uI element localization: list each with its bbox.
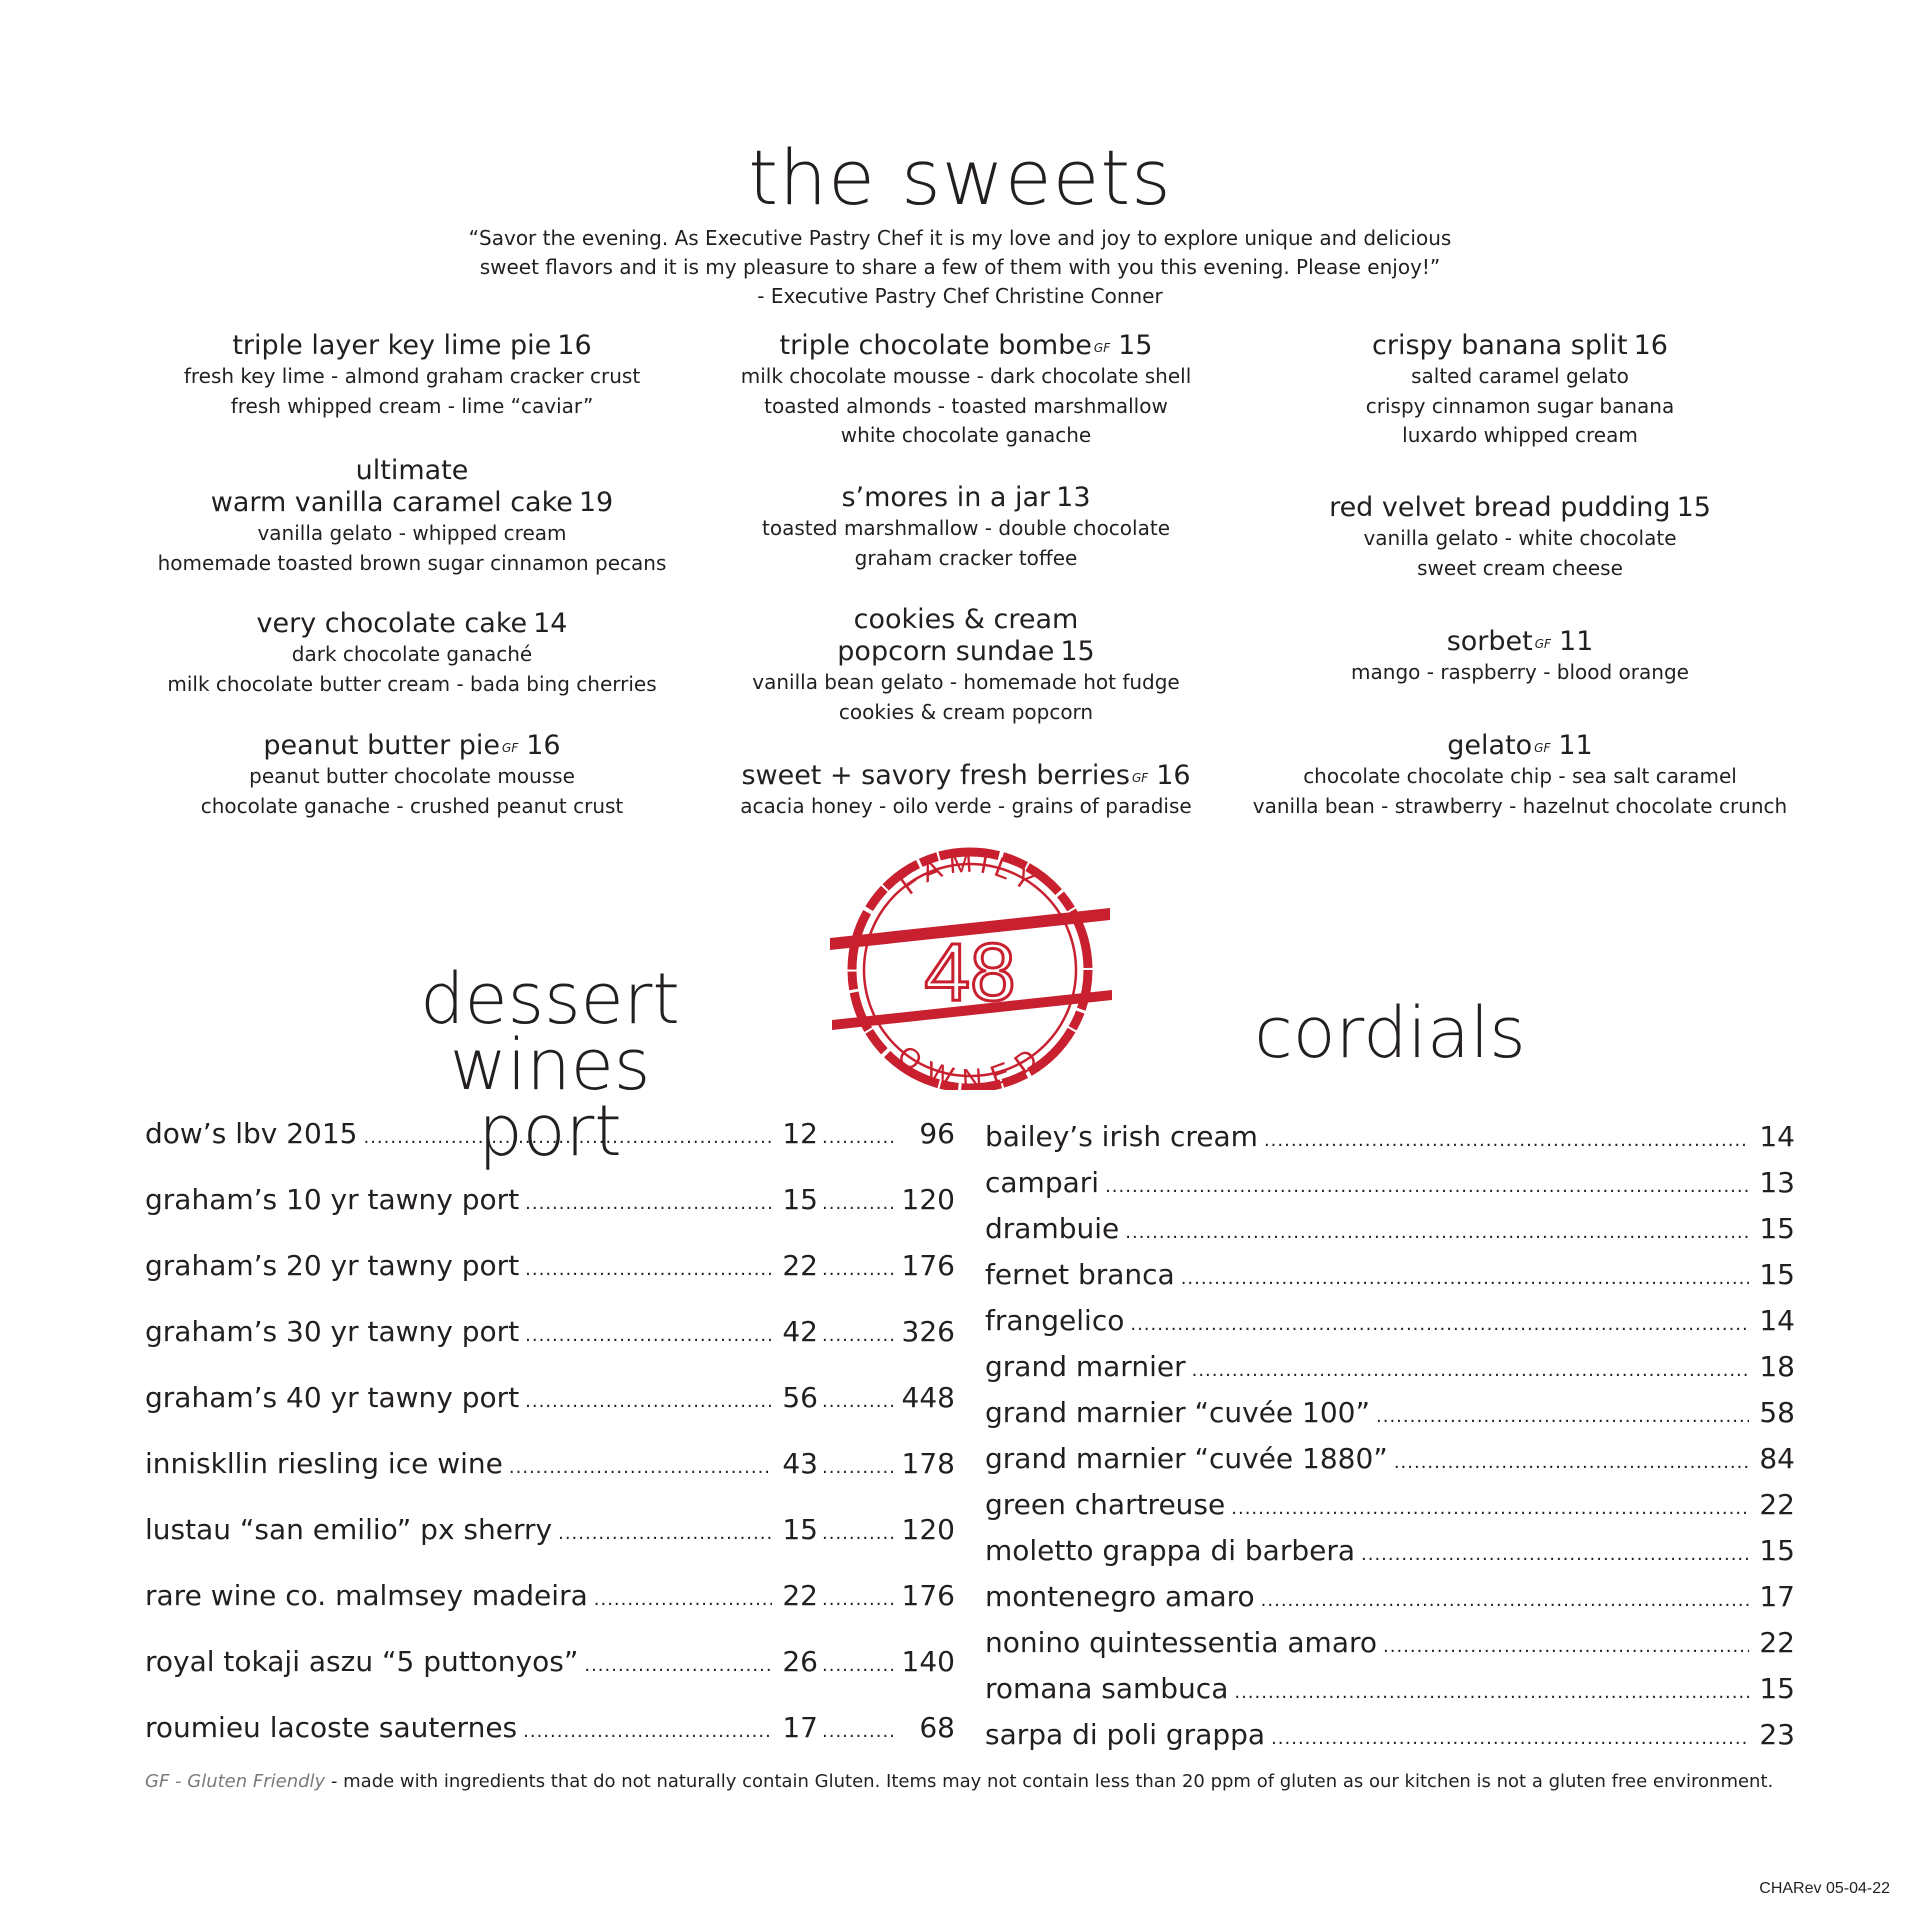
dessert-description: salted caramel gelato	[1411, 364, 1629, 388]
glass-price: 22	[782, 1249, 818, 1282]
dessert-description: dark chocolate ganaché	[291, 642, 533, 666]
stamp-number: 48	[924, 927, 1016, 1018]
cordial-price: 15	[1759, 1258, 1795, 1291]
dessert-description: vanilla bean - strawberry - hazelnut chocolate crunch	[1252, 793, 1788, 818]
cordial-price: 22	[1759, 1626, 1795, 1659]
wine-name: graham’s 40 yr tawny port	[145, 1381, 520, 1414]
cordial-price: 84	[1759, 1442, 1795, 1475]
gluten-footnote	[145, 1770, 1845, 1794]
glass-price: 15	[782, 1183, 818, 1216]
dessert-description: white chocolate ganache	[840, 423, 1092, 447]
leader-dots	[822, 1315, 896, 1353]
dessert-item	[112, 608, 712, 699]
dessert-description: graham cracker toffee	[854, 545, 1078, 570]
cordials-heading: cordials	[1254, 992, 1526, 1074]
leader-dots	[822, 1447, 896, 1485]
leader-dots	[1130, 1304, 1749, 1342]
dessert-name: sweet + savory fresh berries	[741, 760, 1130, 791]
cordial-name: grand marnier “cuvée 100”	[985, 1396, 1370, 1429]
dessert-description: homemade toasted brown sugar cinnamon pecans	[157, 550, 667, 575]
dessert-name-line	[1220, 626, 1820, 658]
dessert-name-line	[112, 608, 712, 640]
sweets-column-2	[666, 330, 1266, 850]
dessert-name-line	[666, 330, 1266, 362]
intro-signature: - Executive Pastry Chef Christine Conner	[757, 284, 1163, 308]
bottle-price: 176	[901, 1249, 955, 1282]
cordial-name: bailey’s irish cream	[985, 1120, 1258, 1153]
sweets-column-3	[1220, 330, 1820, 850]
wine-row	[145, 1645, 955, 1683]
wine-name: dow’s lbv 2015	[145, 1117, 358, 1150]
dessert-name-line	[112, 487, 712, 519]
cordial-price: 15	[1759, 1534, 1795, 1567]
dessert-description: chocolate ganache - crushed peanut crust	[200, 793, 624, 818]
cordial-price: 14	[1759, 1120, 1795, 1153]
dessert-description: toasted almonds - toasted marshmallow	[764, 393, 1168, 418]
wine-name: inniskllin riesling ice wine	[145, 1447, 503, 1480]
leader-dots	[525, 1183, 772, 1221]
leader-dots	[509, 1447, 772, 1485]
leader-dots	[584, 1645, 772, 1683]
dessert-price: 15	[1060, 636, 1095, 667]
dessert-description: vanilla bean gelato - homemade hot fudge	[752, 670, 1180, 694]
cordial-price: 23	[1759, 1718, 1795, 1751]
dessert-description: toasted marshmallow - double chocolate	[761, 516, 1170, 540]
leader-dots	[1376, 1396, 1749, 1434]
dessert-price: 19	[578, 487, 614, 518]
leader-dots	[525, 1315, 772, 1353]
wine-name: roumieu lacoste sauternes	[145, 1711, 518, 1744]
dessert-description: fresh key lime - almond graham cracker crust	[183, 364, 641, 388]
dessert-name-line	[1220, 330, 1820, 362]
dessert-name: sorbet	[1446, 626, 1533, 657]
dessert-name-top: ultimate	[355, 455, 469, 486]
cordial-row	[985, 1120, 1795, 1158]
sweets-column-1	[112, 330, 712, 850]
cordial-price: 17	[1759, 1580, 1795, 1613]
leader-dots	[1181, 1258, 1749, 1296]
leader-dots	[822, 1645, 896, 1683]
dessert-wines-title: dessert wines	[420, 958, 680, 1106]
gf-mark: GF	[1534, 637, 1551, 651]
cordial-row	[985, 1718, 1795, 1756]
wine-row	[145, 1381, 955, 1419]
dessert-name-line	[112, 330, 712, 362]
wine-name: royal tokaji aszu “5 puttonyos”	[145, 1645, 579, 1678]
leader-dots	[822, 1381, 896, 1419]
glass-price: 43	[782, 1447, 818, 1480]
bottle-price: 120	[901, 1513, 955, 1546]
wine-row	[145, 1315, 955, 1353]
leader-dots	[1264, 1120, 1749, 1158]
leader-dots	[363, 1117, 772, 1155]
dessert-description: sweet cream cheese	[1417, 555, 1623, 580]
dessert-item	[1220, 730, 1820, 821]
dessert-name-line	[112, 730, 712, 762]
gf-mark: GF	[1132, 771, 1149, 785]
dessert-description: fresh whipped cream - lime “caviar”	[230, 393, 594, 418]
gf-mark: GF	[1534, 741, 1551, 755]
dessert-price: 14	[533, 608, 568, 639]
leader-dots	[1234, 1672, 1749, 1710]
cordial-price: 13	[1759, 1166, 1795, 1199]
gf-legend: GF - Gluten Friendly	[145, 1771, 326, 1792]
wine-name: lustau “san emilio” px sherry	[145, 1513, 553, 1546]
wine-row	[145, 1447, 955, 1485]
intro-line: “Savor the evening. As Executive Pastry Chef it is my love and joy to explore unique and delicious	[468, 226, 1452, 250]
cordial-row	[985, 1488, 1795, 1526]
cordial-row	[985, 1672, 1795, 1710]
dessert-description: milk chocolate butter cream - bada bing cherries	[167, 671, 657, 696]
cordial-name: green chartreuse	[985, 1488, 1226, 1521]
leader-dots	[822, 1249, 896, 1287]
dessert-name-line	[666, 482, 1266, 514]
dessert-description: vanilla gelato - white chocolate	[1363, 526, 1677, 550]
intro-line: sweet flavors and it is my pleasure to share a few of them with you this evening. Please enjoy!”	[479, 255, 1441, 279]
cordial-name: sarpa di poli grappa	[985, 1718, 1266, 1751]
cordial-name: frangelico	[985, 1304, 1125, 1337]
cordial-row	[985, 1350, 1795, 1388]
bottle-price: 140	[901, 1645, 955, 1678]
dessert-price: 11	[1558, 730, 1593, 761]
cordial-price: 58	[1759, 1396, 1795, 1429]
bottle-price: 448	[901, 1381, 955, 1414]
leader-dots	[1105, 1166, 1749, 1204]
leader-dots	[1261, 1580, 1749, 1618]
dessert-name: peanut butter pie	[263, 730, 501, 761]
cordial-row	[985, 1212, 1795, 1250]
dessert-price: 16	[557, 330, 592, 361]
cordial-row	[985, 1258, 1795, 1296]
glass-price: 12	[782, 1117, 818, 1150]
cordial-name: grand marnier “cuvée 1880”	[985, 1442, 1388, 1475]
wine-row	[145, 1249, 955, 1287]
dessert-price: 15	[1676, 492, 1711, 523]
dessert-price: 13	[1056, 482, 1091, 513]
dessert-price: 16	[1633, 330, 1668, 361]
cordial-price: 15	[1759, 1672, 1795, 1705]
wine-row	[145, 1117, 955, 1155]
cordial-price: 14	[1759, 1304, 1795, 1337]
cordial-name: campari	[985, 1166, 1100, 1199]
leader-dots	[1271, 1718, 1749, 1756]
dessert-item	[112, 455, 712, 578]
wine-name: graham’s 30 yr tawny port	[145, 1315, 520, 1348]
dessert-name-line	[666, 636, 1266, 668]
gf-mark: GF	[1093, 341, 1111, 355]
leader-dots	[1125, 1212, 1749, 1250]
dessert-item	[666, 760, 1266, 822]
cordial-name: moletto grappa di barbera	[985, 1534, 1356, 1567]
stamp-bottom-text: OWNED	[892, 1039, 1048, 1090]
dessert-description: milk chocolate mousse - dark chocolate shell	[740, 364, 1192, 388]
dessert-description: acacia honey - oilo verde - grains of paradise	[740, 794, 1192, 818]
dessert-name: warm vanilla caramel cake	[210, 487, 573, 518]
dessert-item	[1220, 492, 1820, 583]
dessert-description: cookies & cream popcorn	[838, 699, 1094, 724]
dessert-description: mango - raspberry - blood orange	[1351, 660, 1689, 684]
wine-name: rare wine co. malmsey madeira	[145, 1579, 588, 1612]
cordial-name: montenegro amaro	[985, 1580, 1255, 1613]
dessert-name-top: cookies & cream	[853, 604, 1079, 635]
leader-dots	[1231, 1488, 1749, 1526]
wine-row	[145, 1711, 955, 1749]
cordial-row	[985, 1396, 1795, 1434]
dessert-item	[112, 730, 712, 821]
leader-dots	[822, 1117, 896, 1155]
sweets-title: the sweets	[748, 133, 1172, 222]
cordial-name: nonino quintessentia amaro	[985, 1626, 1378, 1659]
leader-dots	[822, 1711, 896, 1749]
bottle-price: 96	[919, 1117, 955, 1150]
dessert-name: s’mores in a jar	[841, 482, 1051, 513]
gf-mark: GF	[502, 741, 519, 755]
dessert-price: 11	[1558, 626, 1594, 657]
stamp-top-text: FAMILY	[894, 846, 1046, 901]
cordial-row	[985, 1580, 1795, 1618]
cordial-row	[985, 1534, 1795, 1572]
cordial-row	[985, 1626, 1795, 1664]
bottle-price: 120	[901, 1183, 955, 1216]
leader-dots	[594, 1579, 772, 1617]
cordial-name: drambuie	[985, 1212, 1120, 1245]
wine-row	[145, 1183, 955, 1221]
dessert-description: vanilla gelato - whipped cream	[257, 521, 567, 545]
bottle-price: 178	[901, 1447, 955, 1480]
leader-dots	[523, 1711, 772, 1749]
cordial-name: grand marnier	[985, 1350, 1186, 1383]
dessert-item	[1220, 330, 1820, 451]
cordial-name: fernet branca	[985, 1258, 1175, 1291]
dessert-description: crispy cinnamon sugar banana	[1365, 393, 1675, 418]
leader-dots	[1394, 1442, 1749, 1480]
dessert-name: triple chocolate bombe	[779, 330, 1092, 361]
dessert-item	[1220, 626, 1820, 688]
leader-dots	[525, 1249, 772, 1287]
cordial-name: romana sambuca	[985, 1672, 1229, 1705]
glass-price: 17	[782, 1711, 818, 1744]
cordial-row	[985, 1304, 1795, 1342]
chef-intro	[360, 224, 1560, 311]
wine-row	[145, 1579, 955, 1617]
dessert-price: 15	[1118, 330, 1153, 361]
cordial-price: 18	[1759, 1350, 1795, 1383]
dessert-name: triple layer key lime pie	[232, 330, 552, 361]
dessert-description: luxardo whipped cream	[1402, 423, 1638, 447]
glass-price: 42	[782, 1315, 818, 1348]
dessert-item	[112, 330, 712, 421]
leader-dots	[822, 1183, 896, 1221]
dessert-name: popcorn sundae	[837, 636, 1055, 667]
cordial-price: 22	[1759, 1488, 1795, 1521]
stamp-graphic	[820, 830, 1120, 1090]
glass-price: 56	[782, 1381, 818, 1414]
wine-name: graham’s 10 yr tawny port	[145, 1183, 520, 1216]
leader-dots	[1383, 1626, 1749, 1664]
revision-code: CHARev 05-04-22	[1759, 1880, 1890, 1897]
dessert-name-line	[666, 760, 1266, 792]
dessert-price: 16	[1156, 760, 1191, 791]
leader-dots	[822, 1513, 896, 1551]
leader-dots	[822, 1579, 896, 1617]
dessert-name-line	[1220, 730, 1820, 762]
port-title: port	[478, 1090, 622, 1172]
family-owned-stamp	[820, 830, 1120, 1090]
leader-dots	[525, 1381, 772, 1419]
dessert-item	[666, 330, 1266, 451]
dessert-item	[666, 604, 1266, 727]
glass-price: 26	[782, 1645, 818, 1678]
wine-name: graham’s 20 yr tawny port	[145, 1249, 520, 1282]
dessert-name: red velvet bread pudding	[1329, 492, 1671, 523]
cordial-row	[985, 1166, 1795, 1204]
cordial-row	[985, 1442, 1795, 1480]
dessert-name: crispy banana split	[1372, 330, 1628, 361]
glass-price: 22	[782, 1579, 818, 1612]
dessert-name: gelato	[1447, 730, 1533, 761]
dessert-item	[666, 482, 1266, 573]
gf-disclaimer: - made with ingredients that do not naturally contain Gluten. Items may not contain less than 20 ppm of gluten as our kitchen is not a gluten free environment.	[325, 1771, 1774, 1792]
leader-dots	[1192, 1350, 1749, 1388]
wine-row	[145, 1513, 955, 1551]
bottle-price: 326	[901, 1315, 955, 1348]
glass-price: 15	[782, 1513, 818, 1546]
dessert-name-line	[1220, 492, 1820, 524]
bottle-price: 68	[919, 1711, 955, 1744]
dessert-name: very chocolate cake	[256, 608, 528, 639]
bottle-price: 176	[901, 1579, 955, 1612]
dessert-description: chocolate chocolate chip - sea salt caramel	[1303, 764, 1737, 788]
cordial-price: 15	[1759, 1212, 1795, 1245]
leader-dots	[558, 1513, 772, 1551]
dessert-price: 16	[526, 730, 561, 761]
dessert-description: peanut butter chocolate mousse	[249, 764, 575, 788]
leader-dots	[1361, 1534, 1749, 1572]
